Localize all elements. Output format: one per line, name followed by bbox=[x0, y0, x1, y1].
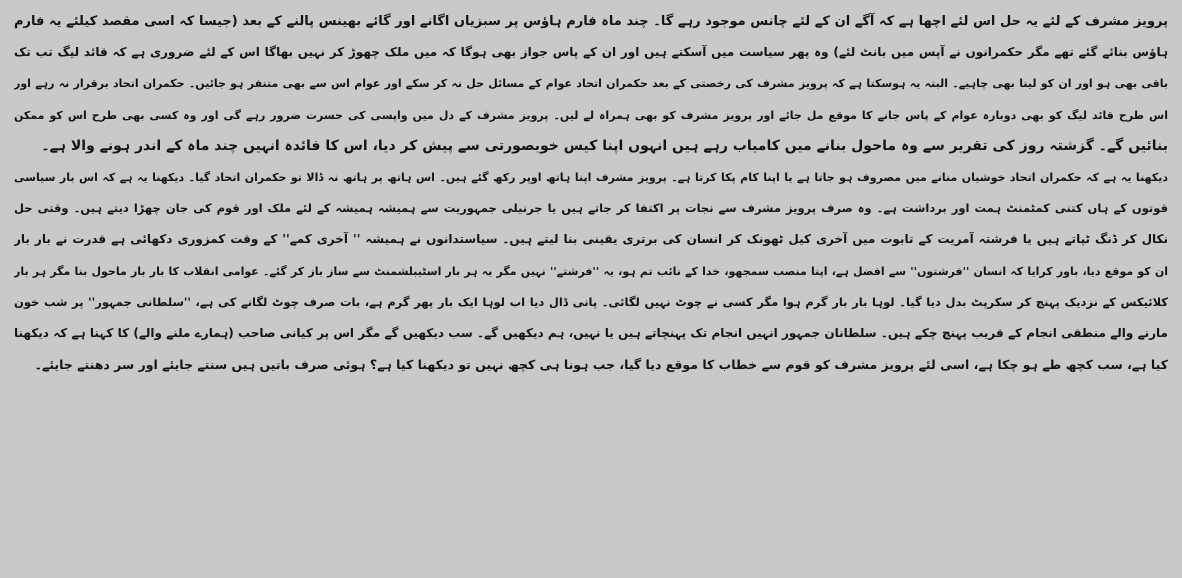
text-line: قوتوں کے ہاں کتنی کمٹمنٹ ہمت اور برداشت ہے۔ وہ صرف پرویز مشرف سے نجات پر اکتفا کر جاتے ہیں یا جرنیلی جمہوریت سے ہمیشہ ہمیشہ کے لئے ملک اور قوم کی جان چھڑا دیتے ہیں۔ وقتی حل bbox=[14, 201, 1168, 216]
text-line: اس طرح قائد لیگ کو بھی دوبارہ عوام کے پاس جانے کا موقع مل جائے اور پرویز مشرف کو بھی ہمراہ لے لیں۔ پرویز مشرف کے دل میں واپسی کی حسرت ضرور رہے گی اور وہ کسی بھی طرح اس کو ممکن bbox=[14, 108, 1168, 122]
text-line: کلائیکس کے نزدیک پہنچ کر سکرپٹ بدل دیا گیا۔ لوہا بار بار گرم ہوا مگر کسی نے چوٹ نہیں لگائی۔ پانی ڈال دیا اب لوہا ایک بار پھر گرم ہے، بات صرف چوٹ لگانے کی ہے، ''سلطانی جمہور'' پر شب خون bbox=[14, 294, 1168, 309]
text-line: نکال کر ڈنگ ٹپاتے ہیں یا فرشتہ آمریت کے تابوت میں آخری کیل ٹھونک کر انسان کی برتری یقینی بنا لیتے ہیں۔ سیاستدانوں نے ہمیشہ '' آخری کمے'' کے وقت کمزوری دکھائی ہے قدرت نے بار بار bbox=[14, 232, 1168, 247]
paragraph-2 bbox=[14, 162, 1168, 380]
urdu-article-text bbox=[14, 6, 1168, 380]
text-line: دیکھنا یہ ہے کہ حکمران اتحاد خوشیاں منانے میں مصروف ہو جاتا ہے یا اپنا کام پکا کرتا ہے۔ پرویز مشرف اپنا ہاتھ اوپر رکھ گئے ہیں۔ اس ہاتھ پر ہاتھ نہ ڈالا تو حکمران اتحاد گیا۔ دیکھنا یہ ہے کہ اس بار سیاسی bbox=[14, 170, 1168, 184]
text-line: پرویز مشرف کے لئے یہ حل اس لئے اچھا ہے کہ آگے ان کے لئے چانس موجود رہے گا۔ چند ماہ فارم ہاؤس پر سبزیاں اگانے اور گائے بھینس پالنے کے بعد (جیسا کہ اسی مقصد کیلئے یہ فارم bbox=[14, 14, 1168, 29]
text-line: ان کو موقع دیا، باور کرایا کہ انسان ''فرشتوں'' سے افضل ہے، اپنا منصب سمجھو، خدا کے نائب تم ہو، یہ ''فرشتے'' نہیں مگر یہ ہر بار اسٹیبلشمنٹ سے ساز باز کر گئے۔ عوامی انقلاب کا بار بار ماحول بنا مگر ہر بار bbox=[14, 264, 1168, 278]
text-line: بنائیں گے۔ گزشتہ روز کی تقریر سے وہ ماحول بنانے میں کامیاب رہے ہیں انہوں اپنا کیس خوبصورتی سے پیش کر دیا، اس کا فائدہ انہیں چند ماہ کے اندر ہونے والا ہے۔ bbox=[41, 137, 1168, 154]
text-line: باقی بھی ہو اور ان کو لینا بھی چاہیے۔ البتہ یہ ہوسکتا ہے کہ پرویز مشرف کی رخصتی کے بعد حکمران اتحاد عوام کے مسائل حل نہ کر سکے اور عوام اس سے بھی متنفر ہو جائیں۔ حکمران اتحاد برقرار نہ رہے اور bbox=[14, 77, 1168, 91]
text-line: ہاؤس بنائے گئے تھے مگر حکمرانوں نے آپس میں بانٹ لئے) وہ پھر سیاست میں آسکتے ہیں اور ان کے پاس جواز بھی ہوگا کہ میں ملک چھوڑ کر نہیں بھاگا اس کے لئے ضروری ہے کہ قائد لیگ تب تک bbox=[14, 45, 1168, 60]
text-line: کیا ہے، سب کچھ طے ہو چکا ہے، اسی لئے پرویز مشرف کو قوم سے خطاب کا موقع دیا گیا، جب ہونا ہی کچھ نہیں تو دیکھنا کیا ہے؟ ہوئی صرف باتیں ہیں سنتے جایئے اور سر دھنتے جایئے۔ bbox=[34, 357, 1168, 373]
text-line: مارنے والے منطقی انجام کے قریب پہنچ چکے ہیں۔ سلطانان جمہور انہیں انجام تک پہنچاتے ہیں یا نہیں، ہم دیکھیں گے۔ سب دیکھیں گے مگر اس پر کیانی صاحب (ہمارے ملنے والے) کا کہنا ہے کہ دیکھنا bbox=[14, 325, 1168, 340]
paragraph-1 bbox=[14, 6, 1168, 162]
